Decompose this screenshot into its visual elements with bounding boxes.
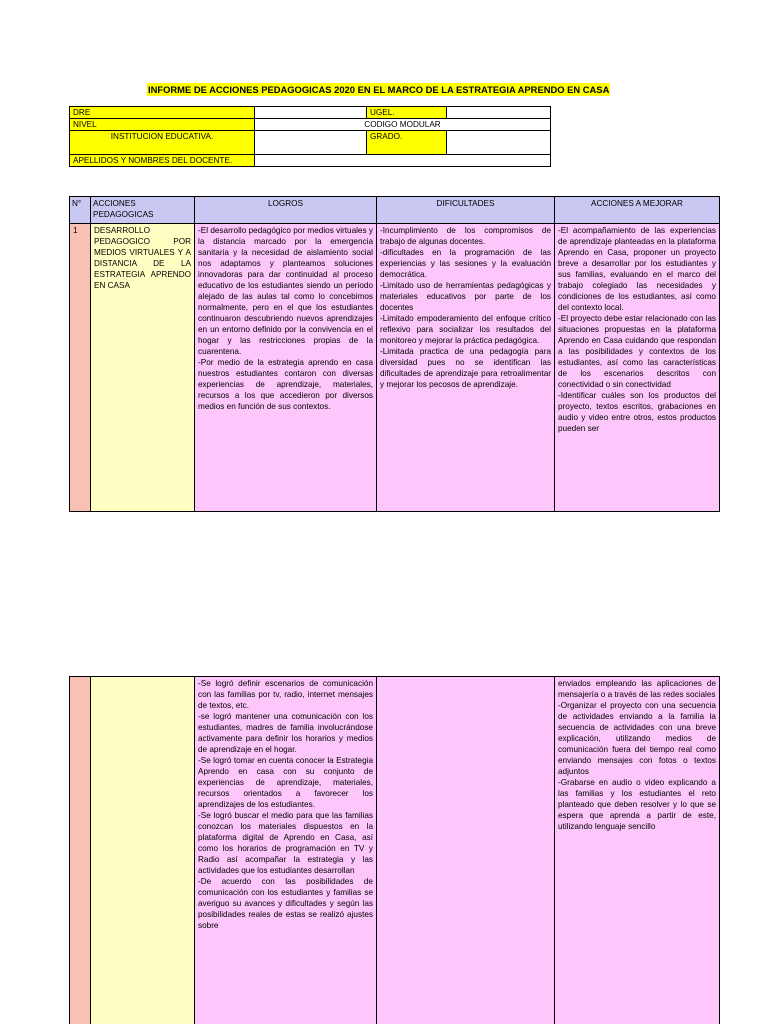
institucion-label: INSTITUCION EDUCATIVA.: [70, 131, 255, 155]
apellidos-value: [255, 155, 551, 167]
mejora-item: -Organizar el proyecto con una secuencia de actividades enviando a la familia la secuencia de actividades con una breve explicación, utilizando medios de comunicación fuera del tiempo real como enviando mensajes con fotos o textos adjuntos: [558, 701, 716, 776]
institucion-value: [255, 131, 367, 155]
row-num: 1: [70, 224, 91, 512]
logro-item: -Se logró buscar el medio para que las familias conozcan los materiales dispuestos en la plataforma digital de Aprendo en Casa, así como los horarios de programación en TV y Radio así acompañar la estrategia y las actividades que los estudiantes desarrollan: [198, 811, 373, 875]
info-table: [69, 106, 551, 167]
row-dificultades: [377, 224, 555, 512]
codigo-modular-label: CODIGO MODULAR: [255, 119, 551, 131]
nivel-label: NIVEL: [70, 119, 255, 131]
mejora-item: -El acompañamiento de las experiencias de aprendizaje planteadas en la plataforma Aprendo en Casa, proponer un proyecto breve a desarrollar por los estudiantes y sus familias, evaluando en el marco del trabajo colegiado las necesidades y condiciones de los estudiantes, así como del contexto local.: [558, 226, 716, 312]
header-logros: LOGROS: [195, 197, 377, 224]
mejora-item: -El proyecto debe estar relacionado con las situaciones propuestas en la plataforma Aprendo en Casa cuidando que respondan a las posibilidades y contextos de los estudiantes, así como las características de los escenarios descritos con conectividad o sin conectividad: [558, 314, 716, 389]
report-title: INFORME DE ACCIONES PEDAGOGICAS 2020 EN EL MARCO DE LA ESTRATEGIA APRENDO EN CASA: [148, 84, 610, 95]
logro-item: -El desarrollo pedagógico por medios virtuales y la distancia marcado por la emergencia sanitaria y la necesidad de aislamiento social nos adaptamos y planteamos soluciones innovadoras para dar continuidad al proceso educativo de los estudiantes siendo un periodo alejado de las aulas tal como lo concebimos normalmente, pero en el que los estudiantes continuaron descubriendo nuevos aprendizajes en un entorno definido por la convivencia en el hogar y las restricciones propias de la cuarentena.: [198, 226, 373, 356]
row-logros: [195, 224, 377, 512]
logro-item: -Por medio de la estrategia aprendo en casa nuestros estudiantes contaron con diversas experiencias de aprendizaje, materiales, recursos a los que accedieron por diversos medios en función de sus contextos.: [198, 358, 373, 411]
header-acciones: ACCIONES PEDAGOGICAS: [91, 197, 195, 224]
row-accion: DESARROLLO PEDAGOGICO POR MEDIOS VIRTUALES Y A DISTANCIA DE LA ESTRATEGIA APRENDO EN CASA: [91, 224, 195, 512]
dificultad-item: -Incumplimiento de los compromisos de trabajo de algunas docentes.: [380, 226, 551, 246]
logro-item: -De acuerdo con las posibilidades de comunicación con los estudiantes y familias se averiguo su avances y dificultades y según las posibilidades reales de estas se realizó ajustes sobre: [198, 877, 373, 930]
acciones-table-page1: [69, 196, 720, 512]
header-num: N°: [70, 197, 91, 224]
acciones-table-page2: [69, 676, 720, 1024]
mejora-item: -Identificar cuáles son los productos del proyecto, textos escritos, grabaciones en audio y video entre otros, estos productos pueden ser: [558, 391, 716, 433]
row2-num: [70, 677, 91, 1024]
dificultad-item: -Limitado empoderamiento del enfoque crítico reflexivo para socializar los resultados del monitoreo y mejorar la práctica pedagógica.: [380, 314, 551, 345]
header-dificultades: DIFICULTADES: [377, 197, 555, 224]
dre-value: [255, 107, 367, 119]
ugel-value: [447, 107, 551, 119]
ugel-label: UGEL.: [367, 107, 447, 119]
dre-label: DRE: [70, 107, 255, 119]
dificultad-item: -Limitado uso de herramientas pedagógicas y materiales educativos por parte de los docentes: [380, 281, 551, 312]
row2-accion: [91, 677, 195, 1024]
logro-item: -Se logró tomar en cuenta conocer la Estrategia Aprendo en casa con su conjunto de experiencias de aprendizaje, materiales, recursos orientados a favorecer los aprendizajes de los estudiantes.: [198, 756, 373, 809]
logro-item: -se logró mantener una comunicación con los estudiantes, madres de familia involucrándose activamente para definir los horarios y medios de aprendizaje en el hogar.: [198, 712, 373, 754]
row-mejorar: [555, 224, 720, 512]
mejora-item: enviados empleando las aplicaciones de mensajería o a través de las redes sociales: [558, 679, 716, 699]
apellidos-label: APELLIDOS Y NOMBRES DEL DOCENTE.: [70, 155, 255, 167]
row2-logros: [195, 677, 377, 1024]
dificultad-item: -Limitada practica de una pedagogía para diversidad pues no se identifican las dificultades de aprendizaje para retroalimentar y mejorar los pecosos de aprendizaje.: [380, 347, 551, 389]
logro-item: -Se logró definir escenarios de comunicación con las familias por tv, radio, internet mensajes de textos, etc.: [198, 679, 373, 710]
dificultad-item: -dificultades en la programación de las experiencias y las sesiones y la evaluación democrática.: [380, 248, 551, 279]
row2-dificultades: [377, 677, 555, 1024]
row2-mejorar: [555, 677, 720, 1024]
grado-value: [447, 131, 551, 155]
mejora-item: -Grabarse en audio o video explicando a las familias y los estudiantes el reto planteado que deben resolver y lo que se espera que aprenda a partir de este, utilizando lenguaje sencillo: [558, 778, 716, 831]
grado-label: GRADO.: [367, 131, 447, 155]
header-mejorar: ACCIONES A MEJORAR: [555, 197, 720, 224]
